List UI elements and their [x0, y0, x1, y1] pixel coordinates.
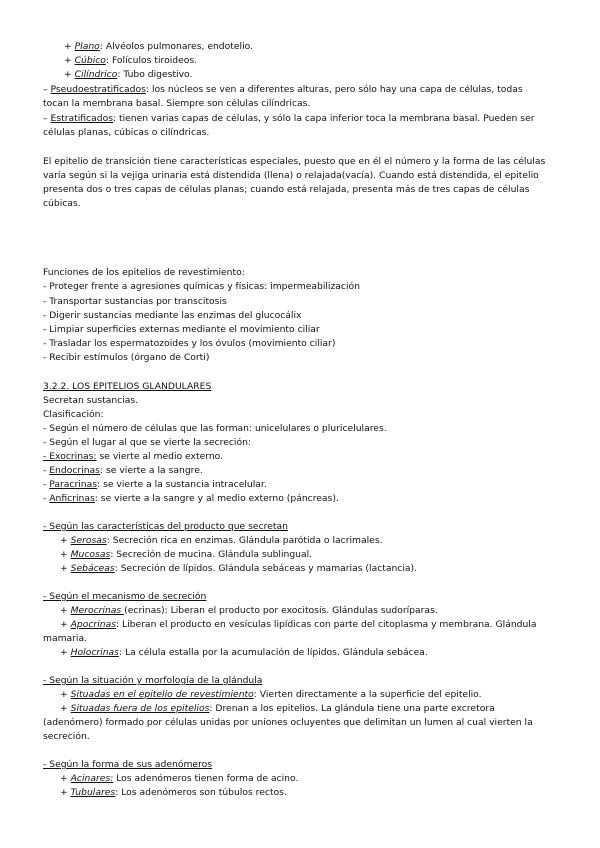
text-segment: Funciones de los epitelios de revestimiento:	[43, 267, 245, 278]
text-segment: varía según si la vejiga urinaria está distendida (llena) o relajada(vacía). Cuando está distendida, el epitelio	[43, 170, 539, 181]
emphasized-term: - Según las características del producto que secretan	[43, 521, 288, 532]
text-segment: : Los adenómeros son túbulos rectos.	[115, 787, 287, 798]
text-line	[64, 69, 192, 81]
text-segment: : La célula estalla por la acumulación de lípidos. Glándula sebácea.	[118, 647, 428, 658]
text-segment: +	[60, 703, 71, 714]
text-segment: mamaria.	[43, 633, 88, 644]
text-line	[43, 423, 387, 435]
text-segment: - Proteger frente a agresiones químicas y físicas: impermeabilización	[43, 281, 360, 292]
text-line	[43, 675, 262, 687]
text-line	[43, 170, 539, 182]
text-segment: : Secreción rica en enzimas. Glándula parótida o lacrimales.	[106, 535, 383, 546]
text-segment: +	[64, 55, 75, 66]
emphasized-term: Anficrinas	[49, 493, 95, 504]
text-line	[60, 647, 428, 659]
text-segment: -	[43, 465, 50, 476]
emphasized-term: Mucosas	[70, 549, 111, 560]
emphasized-term: Holocrinas	[70, 647, 119, 658]
text-segment: +	[64, 69, 75, 80]
text-segment: - Transportar sustancias por transcitosis	[43, 296, 227, 307]
text-line	[43, 409, 104, 421]
text-line	[43, 84, 523, 96]
text-segment: : tienen varias capas de células, y sólo la capa inferior toca la membrana basal. Pueden ser	[112, 113, 535, 124]
text-line	[43, 184, 529, 196]
text-line	[43, 591, 206, 603]
text-segment: –	[43, 84, 51, 95]
text-line	[43, 479, 267, 491]
text-line	[43, 324, 320, 336]
emphasized-term: Apocrinas	[70, 619, 116, 630]
text-segment: : Vierten directamente a la superficie del epitelio.	[253, 689, 482, 700]
text-segment: células planas, cúbicas o cilíndricas.	[43, 127, 210, 138]
emphasized-term: 3.2.2. LOS EPITELIOS GLANDULARES	[43, 381, 212, 392]
emphasized-term: Plano	[74, 41, 100, 52]
text-segment: -	[43, 479, 50, 490]
text-line	[43, 465, 203, 477]
text-segment: - Según el número de células que las forman: unicelulares o pluricelulares.	[43, 423, 387, 434]
emphasized-term: - Según la forma de sus adenómeros	[43, 759, 213, 770]
text-line	[43, 521, 288, 533]
text-line	[43, 352, 209, 364]
text-line	[60, 549, 312, 561]
emphasized-term: Pseudoestratificados	[50, 84, 146, 95]
text-line	[43, 338, 335, 350]
text-line	[60, 535, 383, 547]
text-segment: Clasificación:	[43, 409, 104, 420]
text-line	[43, 98, 310, 110]
text-segment: +	[60, 605, 71, 616]
text-segment: : Folículos tiroideos.	[105, 55, 198, 66]
text-segment: Secretan sustancias.	[43, 395, 139, 406]
text-line	[43, 113, 535, 125]
text-segment: cúbicas.	[43, 198, 81, 209]
text-segment: : Tubo digestivo.	[117, 69, 193, 80]
text-segment: tocan la membrana basal. Siempre son células cilíndricas.	[43, 98, 311, 109]
text-segment: : se vierte a la sustancia intracelular.	[97, 479, 267, 490]
text-line	[43, 296, 227, 308]
text-line	[43, 127, 209, 139]
text-line	[43, 633, 87, 645]
text-segment: : Secreción de mucina. Glándula sublingual.	[110, 549, 313, 560]
text-segment: : se vierte a la sangre.	[99, 465, 203, 476]
text-segment: : Liberan el producto en vesículas lipídicas con parte del citoplasma y membrana. Glándula	[115, 619, 537, 630]
text-segment: (adenómero) formado por células unidas por uniones ocluyentes que delimitan un lumen al cual vierten la	[43, 717, 533, 728]
text-segment: +	[60, 773, 71, 784]
text-segment: : Drenan a los epitelios. La glándula tiene una parte excretora	[209, 703, 495, 714]
text-line	[60, 619, 536, 631]
text-segment: -	[43, 493, 50, 504]
text-segment: El epitelio de transición tiene características especiales, puesto que en él el número y la forma de las células	[43, 156, 546, 167]
text-line	[43, 493, 339, 505]
text-segment: - Recibir estímulos (órgano de Corti)	[43, 352, 210, 363]
emphasized-term: Acinares:	[70, 773, 114, 784]
text-segment: +	[60, 647, 71, 658]
emphasized-term: - Según el mecanismo de secreción	[43, 591, 207, 602]
text-line	[43, 381, 211, 393]
text-line	[60, 689, 482, 701]
text-line	[43, 731, 90, 743]
text-line	[60, 773, 298, 785]
emphasized-term: Paracrinas	[49, 479, 98, 490]
text-segment: Los adenómeros tienen forma de acino.	[113, 773, 299, 784]
emphasized-term: Endocrinas	[49, 465, 100, 476]
emphasized-term: Sebáceas	[70, 563, 115, 574]
text-segment: +	[60, 535, 71, 546]
emphasized-term: Serosas	[70, 535, 107, 546]
text-segment: +	[60, 549, 71, 560]
text-line	[43, 281, 360, 293]
emphasized-term: - Exocrinas:	[43, 451, 97, 462]
emphasized-term: Estratificados	[50, 113, 113, 124]
emphasized-term: Cilíndrico	[74, 69, 118, 80]
emphasized-term: Cúbico	[74, 55, 106, 66]
text-segment: : Alvéolos pulmonares, endotelio.	[99, 41, 253, 52]
text-segment: : los núcleos se ven a diferentes alturas, pero sólo hay una capa de células, todas	[145, 84, 523, 95]
emphasized-term: Merocrinas	[70, 605, 125, 616]
text-line	[43, 759, 212, 771]
text-segment: - Limpiar superficies externas mediante el movimiento ciliar	[43, 324, 320, 335]
text-line	[43, 437, 251, 449]
text-line	[43, 156, 545, 168]
text-segment: presenta dos o tres capas de células planas; cuando está relajada, presenta más de tres capas de células	[43, 184, 530, 195]
text-segment: +	[64, 41, 75, 52]
emphasized-term: - Según la situación y morfología de la glándula	[43, 675, 263, 686]
text-line	[43, 717, 533, 729]
text-segment: - Digerir sustancias mediante las enzimas del glucocálix	[43, 310, 302, 321]
text-line	[43, 267, 245, 279]
emphasized-term: Situadas fuera de los epitelios	[70, 703, 210, 714]
text-line	[64, 41, 253, 53]
text-line	[43, 310, 301, 322]
text-segment: +	[60, 563, 71, 574]
text-segment: +	[60, 689, 71, 700]
text-segment: +	[60, 619, 71, 630]
text-segment: - Según el lugar al que se vierte la secreción:	[43, 437, 252, 448]
text-segment: (ecrinas): Liberan el producto por exocitosis. Glándulas sudoríparas.	[124, 605, 438, 616]
text-segment: se vierte al medio externo.	[96, 451, 224, 462]
emphasized-term: Situadas en el epitelio de revestimiento	[70, 689, 254, 700]
text-segment: secreción.	[43, 731, 90, 742]
text-line	[60, 563, 417, 575]
text-line	[43, 198, 81, 210]
text-line	[64, 55, 197, 67]
text-line	[60, 787, 287, 799]
text-segment: : se vierte a la sangre y al medio externo (páncreas).	[94, 493, 339, 504]
text-segment: : Secreción de lípidos. Glándula sebáceas y mamarias (lactancia).	[114, 563, 418, 574]
text-segment: +	[60, 787, 71, 798]
text-line	[60, 605, 438, 617]
text-segment: - Trasladar los espermatozoides y los óvulos (movimiento ciliar)	[43, 338, 336, 349]
emphasized-term: Tubulares	[70, 787, 116, 798]
text-line	[60, 703, 495, 715]
text-line	[43, 451, 223, 463]
text-segment: –	[43, 113, 51, 124]
text-line	[43, 395, 138, 407]
